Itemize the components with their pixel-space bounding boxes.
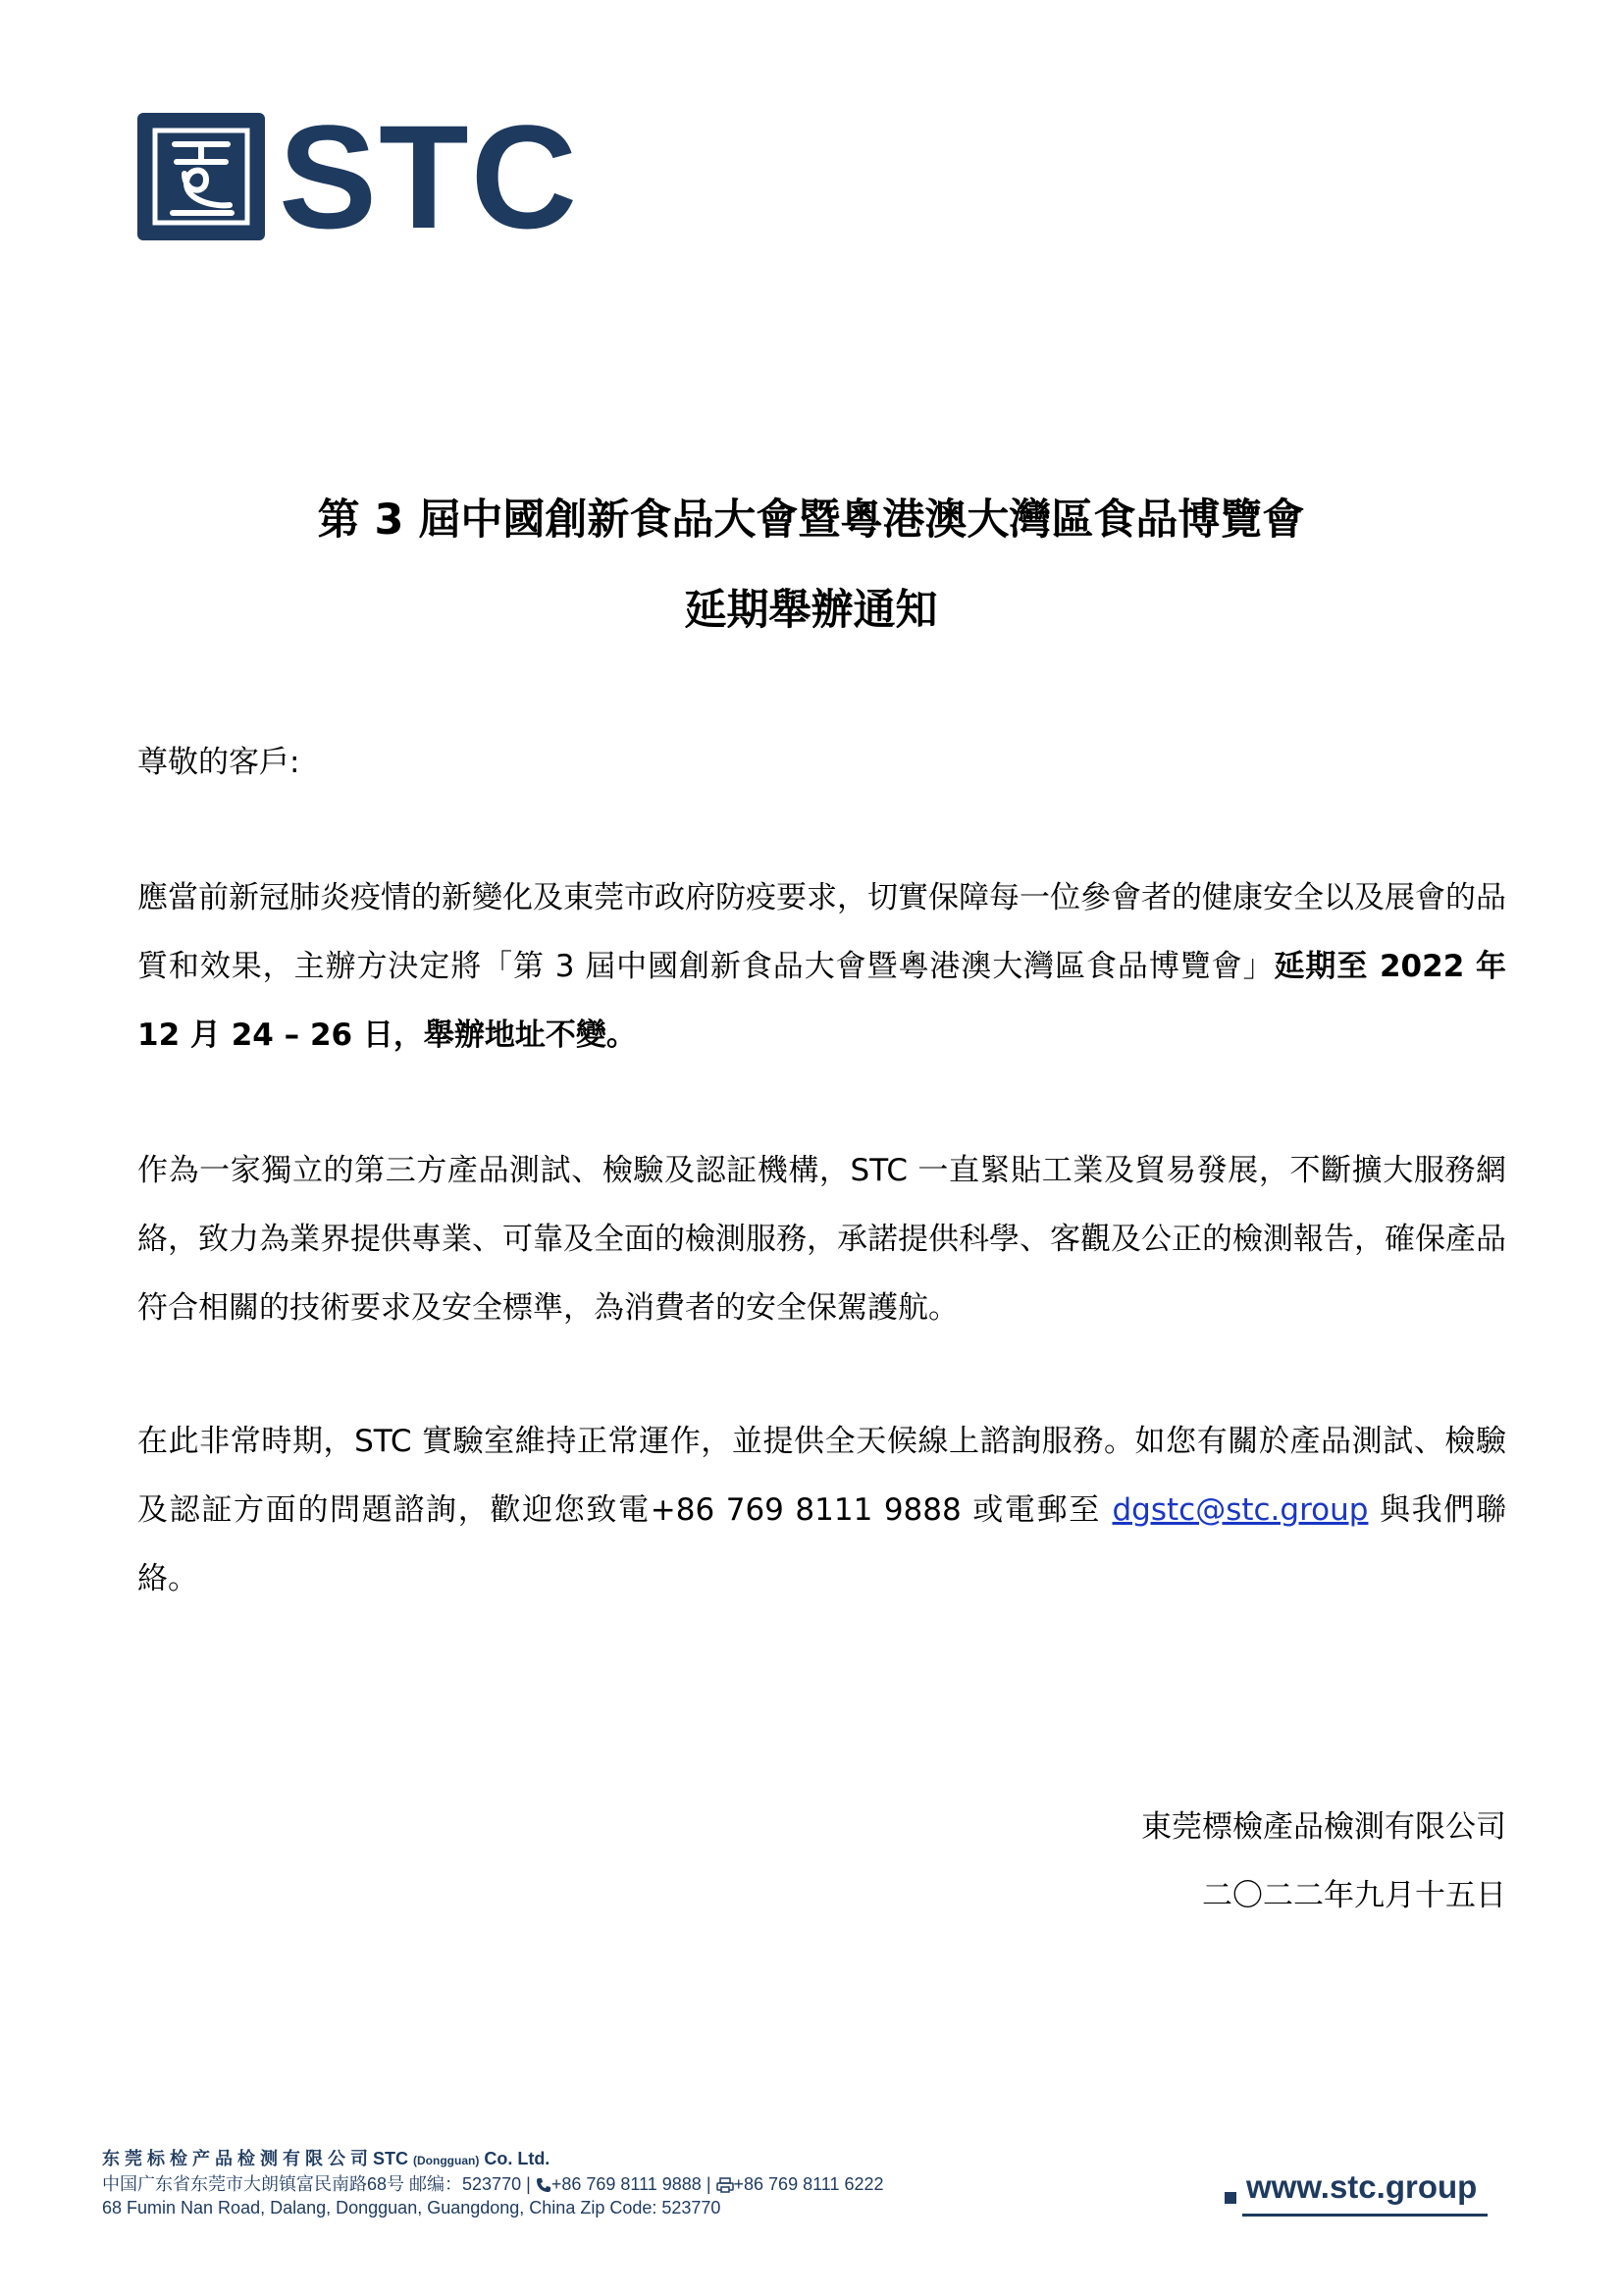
footer-separator: | [526, 2174, 531, 2194]
paragraph-contact [137, 1407, 1506, 1613]
signature-date: 二〇二二年九月十五日 [1202, 1878, 1506, 1913]
footer-address-en: 68 Fumin Nan Road, Dalang, Dongguan, Guangdong, China Zip Code: 523770 [102, 2198, 721, 2218]
footer-separator: | [706, 2174, 711, 2194]
website-underline [1242, 2214, 1488, 2217]
logo-text: STC [279, 94, 579, 259]
notice-title: 第 3 屆中國創新食品大會暨粵港澳大灣區食品博覽會 [317, 496, 1305, 545]
footer-phone: +86 769 8111 9888 [550, 2174, 702, 2194]
paragraph-text: 應當前新冠肺炎疫情的新變化及東莞市政府防疫要求，切實保障每一位參會者的健康安全以及展會的品質和效果，主辦方決定將「第 3 屆中國創新食品大會暨粵港澳大灣區食品博覽會」 [137, 880, 1506, 984]
footer-company-cn: 东 莞 标 检 产 品 检 测 有 限 公 司 STC [102, 2149, 414, 2168]
footer-fax: +86 769 8111 6222 [733, 2174, 884, 2194]
signature-company: 東莞標檢產品檢測有限公司 [1141, 1809, 1506, 1845]
paragraph-about-stc: 作為一家獨立的第三方產品測試、檢驗及認証機構，STC 一直緊貼工業及貿易發展，不斷擴大服務網絡，致力為業界提供專業、可靠及全面的檢測服務，承諾提供科學、客觀及公正的檢測報告，確保產品符合相關的技術要求及安全標準，為消費者的安全保駕護航。 [137, 1153, 1506, 1326]
fax-icon [716, 2177, 734, 2193]
phone-icon [536, 2177, 551, 2193]
email-link[interactable]: dgstc@stc.group [1112, 1492, 1369, 1528]
website[interactable] [1225, 2168, 1477, 2206]
paragraph-postponement [137, 863, 1506, 1070]
website-link[interactable]: www.stc.group [1246, 2168, 1478, 2205]
footer-contact-line [102, 2172, 884, 2196]
bullet-square-icon [1225, 2192, 1236, 2204]
footer-company [102, 2147, 884, 2172]
stc-emblem-icon [137, 113, 265, 240]
notice-subtitle: 延期舉辦通知 [684, 586, 938, 635]
footer-company-small: (Dongguan) [413, 2154, 480, 2167]
company-logo [137, 94, 579, 259]
paragraph-text: 與我們聯絡。 [137, 1492, 1506, 1596]
footer-company-en: Co. Ltd. [479, 2149, 550, 2168]
page-footer [102, 2147, 884, 2219]
paragraph-text: 在此非常時期，STC 實驗室維持正常運作，並提供全天候線上諮詢服務。如您有關於產品測試、檢驗及認証方面的問題諮詢，歡迎您致電+86 769 8111 9888 或電郵至 [137, 1424, 1506, 1528]
salutation: 尊敬的客戶: [137, 745, 300, 780]
footer-address-cn: 中国广东省东莞市大朗镇富民南路68号 邮编：523770 [102, 2174, 522, 2194]
postponement-date: 延期至 2022 年 12 月 24 – 26 日，舉辦地址不變。 [137, 949, 1506, 1053]
